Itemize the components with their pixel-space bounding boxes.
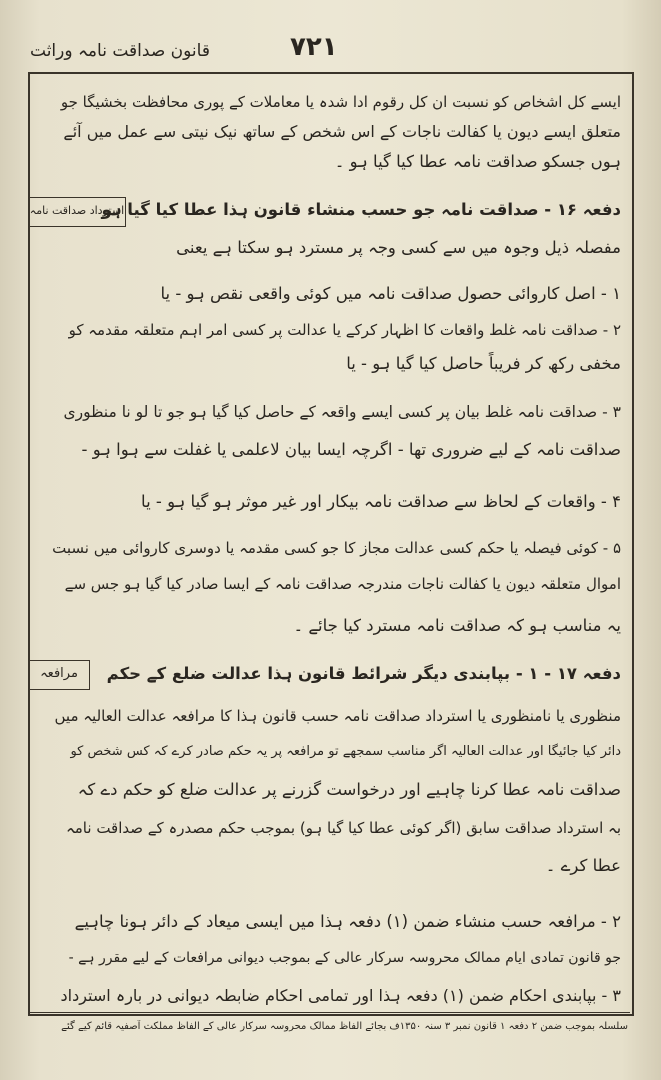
margin-note-appeal: مرافعہ xyxy=(28,660,90,690)
running-title: قانون صداقت نامہ وراثت xyxy=(30,41,210,61)
body-line: بہ استرداد صداقت سابق (اگر کوئی عطا کیا گیا ہو) بموجب حکم مصدرہ کے صداقت نامہ xyxy=(65,819,621,837)
body-line: متعلق ایسے دیون یا کفالت ناجات کے اس شخص کے ساتھ نیک نیتی سے عمل میں آئے xyxy=(63,122,621,141)
section-17-heading: دفعہ ۱۷ - ۱ - بپابندی دیگر شرائط قانون ہذا عدالت ضلع کے حکم xyxy=(106,664,621,683)
body-line: ایسے کل اشخاص کو نسبت ان کل رقوم ادا شدہ یا معاملات کے پوری محافظت بخشیگا جو xyxy=(60,93,621,111)
page-header xyxy=(0,30,661,70)
clause-5: ۵ - کوئی فیصلہ یا حکم کسی عدالت مجاز کا جو کسی مقدمہ یا دوسری کاروائی میں نسبت xyxy=(52,539,621,557)
clause-1: ۱ - اصل کاروائی حصول صداقت نامہ میں کوئی واقعی نقص ہو - یا xyxy=(160,284,621,303)
body-line: صداقت نامہ کے لیے ضروری تھا - اگرچہ ایسا بیان لاعلمی یا غفلت سے ہوا ہو - xyxy=(81,440,621,459)
body-line: یہ مناسب ہو کہ صداقت نامہ مسترد کیا جائے ۔ xyxy=(293,616,621,635)
clause-2: ۲ - صداقت نامہ غلط واقعات کا اظہار کرکے یا عدالت پر کسی امر اہم متعلقہ مقدمہ کو xyxy=(68,321,621,339)
page-number: ۷۲۱ xyxy=(290,32,338,62)
body-line: دائر کیا جائیگا اور عدالت العالیہ اگر مناسب سمجھے تو مرافعہ پر یہ حکم صادر کرے کہ کس شخص کو xyxy=(70,744,621,759)
body-line: جو قانون تمادی ایام ممالک محروسہ سرکار عالی کے بموجب دیوانی مرافعات کے لیے مقرر ہے - xyxy=(68,950,621,966)
body-line: منظوری یا نامنظوری یا استرداد صداقت نامہ حسب قانون ہذا کا مرافعہ عدالت العالیہ میں xyxy=(54,707,621,725)
footnote: سلسلہ بموجب ضمن ۲ دفعہ ۱ قانون نمبر ۳ سنہ ۱۳۵۰ف بجائے الفاظ ممالک محروسہ سرکار عالی کے الفاظ مملکت آصفیہ قائم کیے گئے xyxy=(61,1021,628,1032)
body-line: عطا کرے ۔ xyxy=(545,856,621,875)
body-line: مخفی رکھ کر فریباً حاصل کیا گیا ہو - یا xyxy=(346,354,621,373)
sub-clause-3: ۳ - بپابندی احکام ضمن (۱) دفعہ ہذا اور تمامی احکام ضابطہ دیوانی در بارہ استرداد xyxy=(60,986,621,1005)
body-line: صداقت نامہ عطا کرنا چاہیے اور درخواست گزرنے پر عدالت ضلع کو حکم دے کہ xyxy=(77,780,621,799)
footnote-divider xyxy=(28,1012,630,1013)
body-line: مفصلہ ذیل وجوہ میں سے کسی وجہ پر مسترد ہو سکتا ہے یعنی xyxy=(176,238,621,257)
sub-clause-2: ۲ - مرافعہ حسب منشاء ضمن (۱) دفعہ ہذا میں ایسی میعاد کے دائر ہونا چاہیے xyxy=(74,912,621,931)
section-16-heading: دفعہ ۱۶ - صداقت نامہ جو حسب منشاء قانون ہذا عطا کیا گیا ہو xyxy=(101,200,621,219)
margin-note-revocation: استرداد صداقت نامہ xyxy=(28,197,126,227)
clause-4: ۴ - واقعات کے لحاظ سے صداقت نامہ بیکار اور غیر موثر ہو گیا ہو - یا xyxy=(141,492,621,511)
clause-3: ۳ - صداقت نامہ غلط بیان پر کسی ایسے واقعہ کے حاصل کیا گیا ہو جو تا لو نا منظوری xyxy=(63,403,621,421)
body-line: اموال متعلقہ دیون یا کفالت ناجات مندرجہ صداقت نامہ کے ایسا صادر کیا گیا ہو جس سے xyxy=(64,575,621,593)
body-line: ہوں جسکو صداقت نامہ عطا کیا گیا ہو ۔ xyxy=(334,152,621,171)
